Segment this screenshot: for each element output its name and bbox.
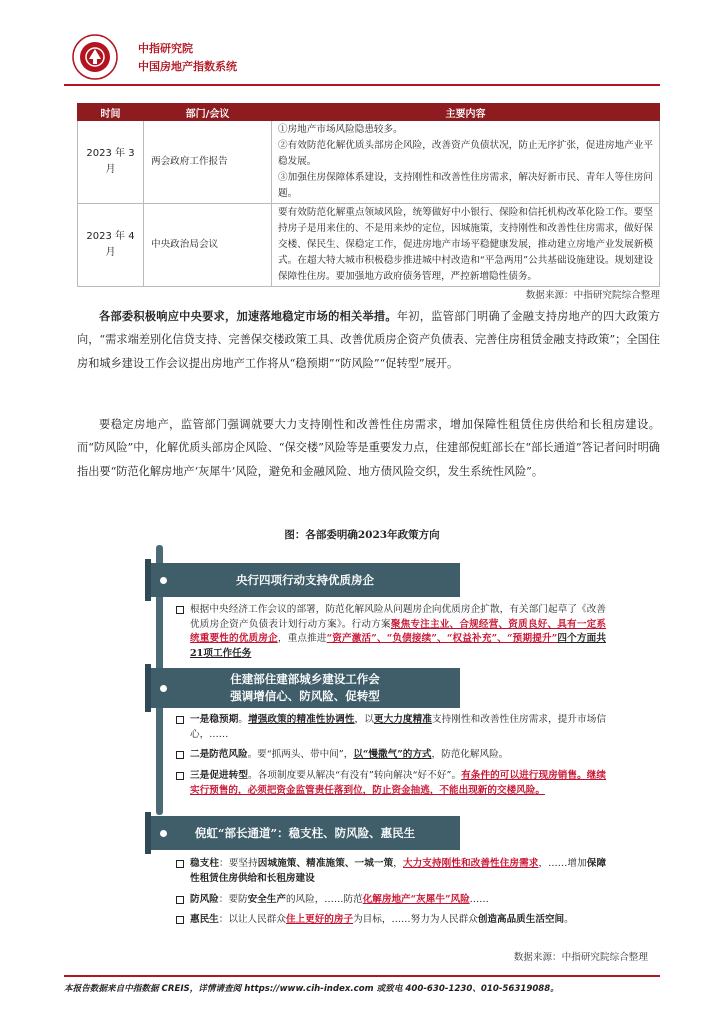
banner-ribbon: [145, 812, 151, 854]
item-text: ：要防: [218, 894, 248, 905]
item-text: 。各项制度要从解决“有没有”转向解决“好不好”。: [247, 770, 462, 781]
company-logo-icon: [72, 34, 118, 80]
item-text: ，防范化解风险。: [431, 749, 509, 760]
page-header: [64, 34, 664, 80]
policy-banner-minister: [150, 816, 460, 850]
list-item: [176, 913, 606, 928]
item-text: 。: [564, 914, 574, 925]
item-emphasis: 四个方面共21项工作任务: [190, 633, 607, 659]
item-text: ，……增加: [538, 858, 587, 869]
item-highlight: 住上更好的房子: [285, 914, 354, 925]
brand-subtitle: 中国房地产指数系统: [138, 60, 237, 73]
item-highlight: 有条件的可以进行现房销售。继续实行预售的，必须把资金监管责任落到位，防止资金抽逃，不能出现新的交楼风险。: [190, 770, 607, 796]
banner-label: [230, 671, 380, 705]
policy-banner-mohurd: [150, 668, 460, 708]
table-header-row: [78, 104, 660, 121]
item-lead: 一是稳预期: [190, 714, 239, 725]
item-text: ，: [393, 858, 403, 869]
list-item: [176, 893, 606, 908]
policy-banner-pboc: [150, 563, 460, 597]
figure-title: 图：各部委明确2023年政策方向: [284, 529, 440, 541]
list-item: [176, 857, 606, 886]
table-cell-content: [272, 204, 660, 287]
checkbox-bullet-icon: [176, 772, 184, 780]
item-bold: 安全生产: [247, 894, 286, 905]
item-lead: 三是促进转型: [190, 770, 248, 781]
item-lead: 稳支柱: [190, 858, 220, 869]
policy-table: [77, 103, 660, 287]
item-text: ，以: [354, 714, 374, 725]
list-item: [176, 713, 606, 742]
item-lead: 惠民生: [190, 914, 219, 925]
table-cell-time: [78, 121, 144, 204]
item-emphasis: 以“慢撒气”的方式: [353, 749, 432, 760]
timeline-dot-icon: [158, 575, 169, 586]
banner-line: 强调增信心、防风险、促转型: [230, 689, 380, 703]
brand-name: 中指研究院: [138, 42, 193, 55]
item-text: 根据中央经济工作会议的部署，防范化解风险从问题房企向优质房企扩散，有关部门起草了《改善优质房企资产负债表计划行动方案》。行动方案: [190, 604, 606, 630]
page-footer: 本报告数据来自中指数据 CREIS，详情请查阅 https://www.cih-index.com 或致电 400-630-1230、010-56319088。: [64, 984, 559, 994]
table-row: [78, 204, 660, 287]
item-text: ：要坚持: [219, 858, 258, 869]
footer-divider: [64, 975, 660, 977]
item-text: ，重点推进: [277, 633, 327, 644]
checkbox-bullet-icon: [176, 860, 184, 868]
banner-line: 住建部住建部城乡建设工作会: [230, 672, 380, 686]
table-cell-time: [78, 204, 144, 287]
paragraph-2: [77, 413, 660, 483]
header-divider: [64, 84, 660, 86]
item-bold: 因城施策、精准施策、一城一策: [257, 858, 394, 869]
table-cell-content: [272, 121, 660, 204]
item-text: 支持刚性和改善性住房需求，提升市场信心，……: [190, 714, 607, 740]
item-highlight: 聚焦专注主业、合规经营、资质良好、具有一定系统重要性的优质房企: [190, 618, 607, 644]
list-item: [176, 603, 606, 661]
item-emphasis: 增强政策的精准性协调性: [248, 714, 355, 725]
checkbox-bullet-icon: [176, 606, 184, 614]
table-cell-dept: 两会政府工作报告: [144, 121, 272, 204]
column-header-dept: 部门/会议: [144, 104, 272, 121]
checkbox-bullet-icon: [176, 751, 184, 759]
time-line: 2023 年 3: [86, 148, 135, 159]
checkbox-bullet-icon: [176, 916, 184, 924]
paragraph-text: 要稳定房地产，监管部门强调就要大力支持刚性和改善性住房需求，增加保障性租赁住房供给和长租房建设。而“防风险”中，化解优质头部房企风险、“保交楼”风险等是重要发力点，住建部倪虹部长在“部长通道”答记者问时明确指出要“防范化解房地产‘灰犀牛’风险，避免和金融风险、地方债风险交织，发生系统性风险”。: [77, 418, 660, 478]
item-lead: 二是防范风险: [190, 749, 248, 760]
timeline-dot-icon: [158, 683, 169, 694]
item-highlight: “资产激活”、“负债接续”、“权益补充”、“预期提升”: [326, 633, 558, 644]
list-item: [176, 769, 606, 798]
item-text: 为目标，……努力为人民群众: [353, 914, 478, 925]
paragraph-1: [77, 305, 660, 375]
item-highlight: 化解房地产“灰犀牛”风险: [362, 894, 470, 905]
content-line: 要有效防范化解重点领域风险，统筹做好中小银行、保险和信托机构改革化险工作。要坚持房子是用来住的、不是用来炒的定位，因城施策，支持刚性和改善性住房需求，做好保交楼、保民生、保稳定工作，促进房地产市场平稳健康发展，推动建立房地产业发展新模式。在超大特大城市积极稳步推进城中村改造和“平急两用”公共基础设施建设。规划建设保障性住房。要加强地方政府债务管理，严控新增隐性债务。: [278, 207, 653, 282]
column-header-content: 主要内容: [272, 104, 660, 121]
banner-label: 央行四项行动支持优质房企: [236, 572, 374, 587]
item-text: 。要“抓两头、带中间”，: [247, 749, 354, 760]
column-header-time: 时间: [78, 104, 144, 121]
banner-ribbon: [145, 664, 151, 712]
table-source: 数据来源：中指研究院综合整理: [525, 290, 660, 301]
banner-ribbon: [145, 559, 151, 601]
item-lead: 防风险: [190, 894, 219, 905]
timeline-dot-icon: [158, 828, 169, 839]
table-cell-dept: 中央政治局会议: [144, 204, 272, 287]
item-bold: 创造高品质生活空间: [477, 914, 565, 925]
item-highlight: 大力支持刚性和改善性住房需求: [402, 858, 539, 869]
item-bold: 保障性租赁住房供给和长租房建设: [190, 858, 607, 884]
list-item: [176, 748, 606, 763]
content-line: ③加强住房保障体系建设，支持刚性和改善性住房需求，解决好新市民、青年人等住房问题。: [278, 172, 653, 199]
item-text: ：以让人民群众: [218, 914, 286, 925]
table-row: [78, 121, 660, 204]
content-line: ①房地产市场风险隐患较多。: [278, 124, 403, 135]
time-line: 2023 年 4: [86, 231, 135, 242]
item-emphasis: 更大力度精准: [373, 714, 432, 725]
item-text: 的风险，……防范: [285, 894, 363, 905]
item-text: 。: [238, 714, 249, 725]
paragraph-lead: 各部委积极响应中央要求，加速落地稳定市场的相关举措。: [99, 309, 397, 323]
figure-source: 数据来源：中指研究院综合整理: [513, 952, 648, 963]
paragraph-text: 年初，监管部门明确了金融支持房地产的四大政策方向，“需求端差别化信贷支持、完善保交楼政策工具、改善优质房企资产负债表、完善住房租赁金融支持政策”；全国住房和城乡建设工作会议提出房地产工作将从“稳预期”“防风险”“促转型”展开。: [77, 310, 660, 370]
item-text: ……: [469, 894, 489, 905]
banner-label: 倪虹“部长通道”：稳支柱、防风险、惠民生: [194, 825, 416, 840]
checkbox-bullet-icon: [176, 896, 184, 904]
checkbox-bullet-icon: [176, 716, 184, 724]
time-line: 月: [105, 247, 116, 258]
content-line: ②有效防范化解优质头部房企风险，改善资产负债状况，防止无序扩张，促进房地产业平稳发展。: [278, 140, 653, 167]
time-line: 月: [105, 164, 116, 175]
